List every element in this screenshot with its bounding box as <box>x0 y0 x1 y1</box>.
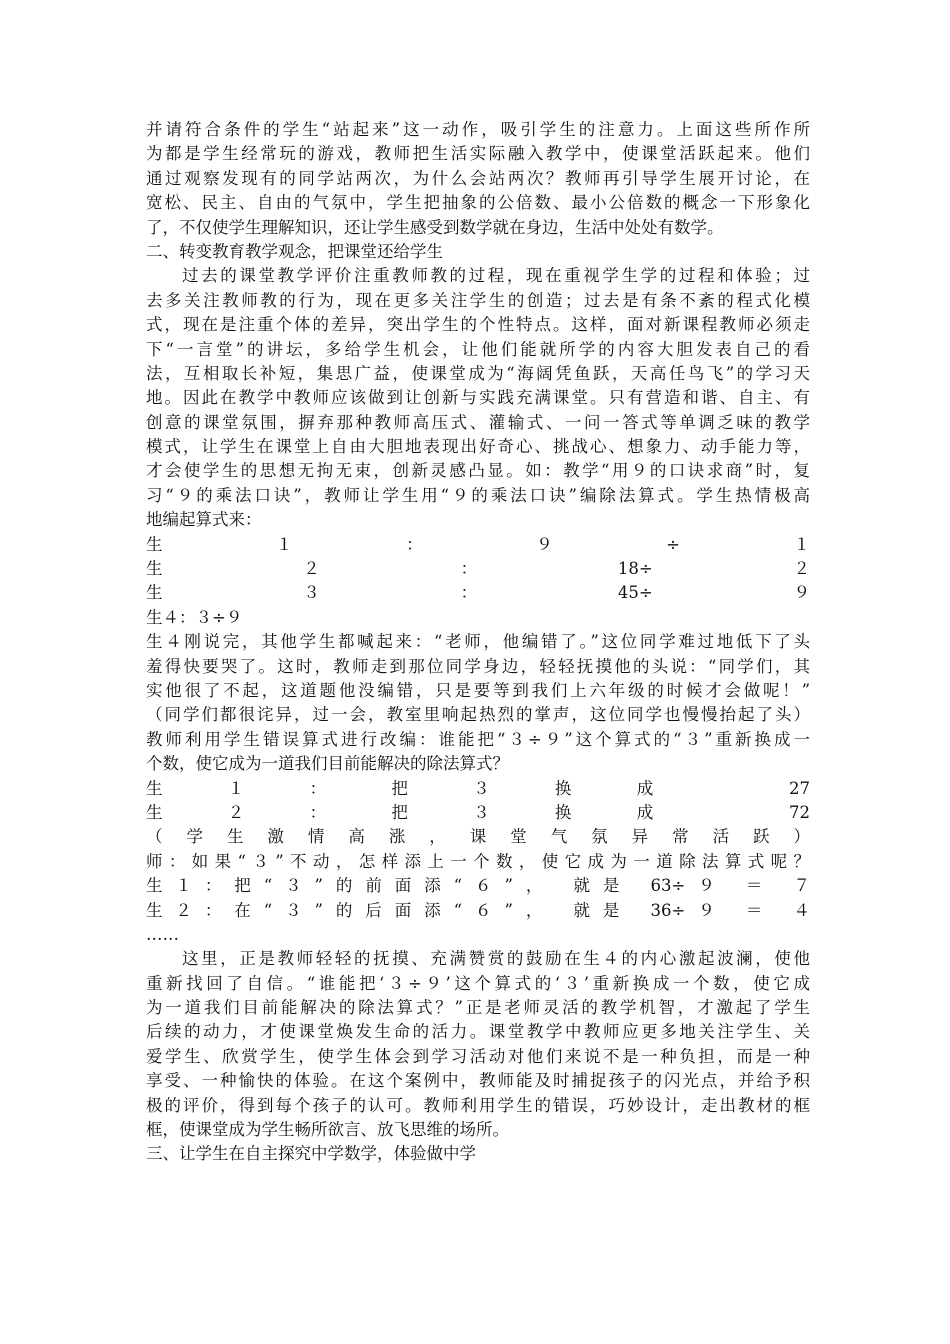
text-line: 才会使学生的思想无拘无束，创新灵感凸显。如：教学“用９的口诀求商”时，复 <box>146 461 810 481</box>
text-line: 生３：45÷９ <box>146 583 810 603</box>
text-line: 生２：在“３”的后面添“６”， 就是 36÷９ ＝ ４ <box>146 900 810 920</box>
text-line: 地。因此在教学中教师应该做到让创新与实践充满课堂。只有营造和谐、自主、有 <box>146 388 810 408</box>
text-line: …… <box>146 924 179 944</box>
text-line: 重新找回了自信。“谁能把‘３÷９’这个算式的‘３’重新换成一个数，使它成 <box>146 973 810 993</box>
paragraph-p3 <box>146 630 810 776</box>
paragraph-h2 <box>146 240 810 264</box>
text-line: （学生激情高涨，课堂气氛异常活跃） <box>146 827 810 847</box>
text-line: 过去的课堂教学评价注重教师教的过程，现在重视学生学的过程和体验；过 <box>182 266 810 286</box>
text-line: 三、让学生在自主探究中学数学，体验做中学 <box>146 1144 476 1164</box>
text-line: 创意的课堂氛围，摒弃那种教师高压式、灌输式、一问一答式等单调乏味的教学 <box>146 412 810 432</box>
text-line: 个数，使它成为一道我们目前能解决的除法算式？ <box>146 754 509 774</box>
text-line: 生４：３÷９ <box>146 607 243 627</box>
paragraph-p1 <box>146 118 810 240</box>
text-line: 模式，让学生在课堂上自由大胆地表现出好奇心、挑战心、想象力、动手能力等， <box>146 437 810 457</box>
text-line: 式，现在是注重个体的差异，突出学生的个性特点。这样，面对新课程教师必须走 <box>146 315 810 335</box>
text-line: 享受、一种愉快的体验。在这个案例中，教师能及时捕捉孩子的闪光点，并给予积 <box>146 1071 810 1091</box>
text-line: 生１：把３换成 27 <box>146 778 810 798</box>
text-line: 通过观察发现有的同学站两次，为什么会站两次？教师再引导学生展开讨论，在 <box>146 168 810 188</box>
paragraph-dialog2 <box>146 777 810 948</box>
text-line: （同学们都很诧异，过一会，教室里响起热烈的掌声，这位同学也慢慢抬起了头） <box>146 705 810 725</box>
text-line: 师：如果“３”不动，怎样添上一个数，使它成为一道除法算式呢？ <box>146 851 810 871</box>
paragraph-p2 <box>146 264 810 532</box>
text-line: 羞得快要哭了。这时，教师走到那位同学身边，轻轻抚摸他的头说：“同学们，其 <box>146 656 810 676</box>
text-line: 生１：９÷１ <box>146 534 810 554</box>
text-line: 框，使课堂成为学生畅所欲言、放飞思维的场所。 <box>146 1120 509 1140</box>
text-line: 教师利用学生错误算式进行改编：谁能把“３÷９”这个算式的“３”重新换成一 <box>146 729 810 749</box>
text-line: 为都是学生经常玩的游戏，教师把生活实际融入教学中，使课堂活跃起来。他们 <box>146 144 810 164</box>
text-line: 为一道我们目前能解决的除法算式？”正是老师灵活的教学机智，才激起了学生 <box>146 998 810 1018</box>
text-line: 宽松、民主、自由的气氛中，学生把抽象的公倍数、最小公倍数的概念一下形象化 <box>146 193 810 213</box>
text-line: 二、转变教育教学观念，把课堂还给学生 <box>146 241 443 261</box>
text-line: 后续的动力，才使课堂焕发生命的活力。课堂教学中教师应更多地关注学生、关 <box>146 1022 810 1042</box>
text-line: 了，不仅使学生理解知识，还让学生感受到数学就在身边，生活中处处有数学。 <box>146 217 724 237</box>
text-line: 并请符合条件的学生“站起来”这一动作，吸引学生的注意力。上面这些所作所 <box>146 120 810 139</box>
text-line: 爱学生、欣赏学生，使学生体会到学习活动对他们来说不是一种负担，而是一种 <box>146 1046 810 1066</box>
text-line: 生４刚说完，其他学生都喊起来：“老师，他编错了。”这位同学难过地低下了头 <box>146 632 810 652</box>
paragraph-p4 <box>146 947 810 1142</box>
text-line: 极的评价，得到每个孩子的认可。教师利用学生的错误，巧妙设计，走出教材的框 <box>146 1095 810 1115</box>
text-line: 去多关注教师教的行为，现在更多关注学生的创造；过去是有条不紊的程式化模 <box>146 290 810 310</box>
text-line: 这里，正是教师轻轻的抚摸、充满赞赏的鼓励在生４的内心激起波澜，使他 <box>182 949 810 969</box>
text-line: 生２：把３换成 72 <box>146 802 810 822</box>
text-line: 实他很了不起，这道题他没编错，只是要等到我们上六年级的时候才会做呢！” <box>146 680 810 700</box>
paragraph-dialog1 <box>146 533 810 631</box>
text-line: 法，互相取长补短，集思广益，使课堂成为“海阔凭鱼跃，天高任鸟飞”的学习天 <box>146 363 810 383</box>
text-line: 生１：把“３”的前面添“６”， 就是 63÷９ ＝ ７ <box>146 876 810 896</box>
text-line: 下“一言堂”的讲坛，多给学生机会，让他们能就所学的内容大胆发表自己的看 <box>146 339 810 359</box>
document-page <box>146 118 810 1167</box>
text-line: 习“９的乘法口诀”，教师让学生用“９的乘法口诀”编除法算式。学生热情极高 <box>146 485 810 505</box>
text-line: 生２：18÷２ <box>146 559 810 579</box>
paragraph-h3 <box>146 1142 810 1166</box>
text-line: 地编起算式来： <box>146 510 262 530</box>
